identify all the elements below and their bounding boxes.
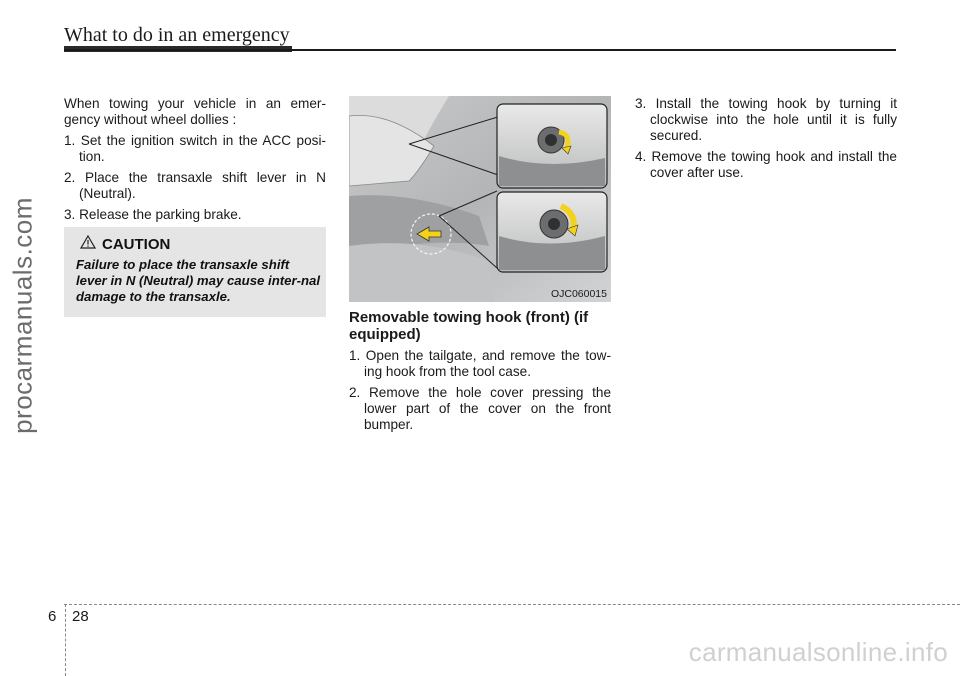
hook-steps-list-b: [635, 96, 897, 181]
caution-box: [64, 227, 326, 317]
intro-text: When towing your vehicle in an emer-gency without wheel dollies :: [64, 96, 326, 127]
watermark-bottom: carmanualsonline.info: [688, 637, 948, 667]
hook-steps-list-a: [349, 348, 611, 433]
figure-code: OJC060015: [550, 288, 607, 300]
caution-body: Failure to place the transaxle shift lever in N (Neutral) may cause inter-nal damage to the transaxle.: [76, 257, 321, 304]
caution-title: CAUTION: [102, 236, 171, 253]
section-heading: Removable towing hook (front) (if equipped): [349, 309, 589, 343]
list-item: 2. Remove the hole cover pressing the lower part of the cover on the front bumper.: [349, 385, 611, 432]
page-header-title: What to do in an emergency: [64, 24, 290, 46]
chapter-number: 6: [48, 608, 57, 625]
page-number: 28: [72, 608, 89, 625]
list-item: 1. Set the ignition switch in the ACC posi-tion.: [64, 133, 326, 164]
list-item: 4. Remove the towing hook and install the cover after use.: [635, 149, 897, 180]
warning-triangle-icon: [80, 235, 96, 254]
watermark-left: procarmanuals.com: [7, 197, 38, 434]
footer-divider: [65, 604, 66, 676]
list-item: 1. Open the tailgate, and remove the tow-ing hook from the tool case.: [349, 348, 611, 379]
towing-hook-figure: [349, 96, 611, 302]
caution-header: [80, 235, 170, 254]
right-column: [635, 96, 897, 186]
middle-column: [349, 348, 611, 438]
list-item: 2. Place the transaxle shift lever in N (Neutral).: [64, 170, 326, 201]
list-item: 3. Release the parking brake.: [64, 207, 242, 222]
list-item: 3. Install the towing hook by turning it clockwise into the hole until it is fully secured.: [635, 96, 897, 143]
left-column: [64, 96, 326, 228]
footer-rule: [64, 604, 960, 605]
towing-steps-list: [64, 133, 326, 223]
header-rule: [64, 49, 896, 51]
